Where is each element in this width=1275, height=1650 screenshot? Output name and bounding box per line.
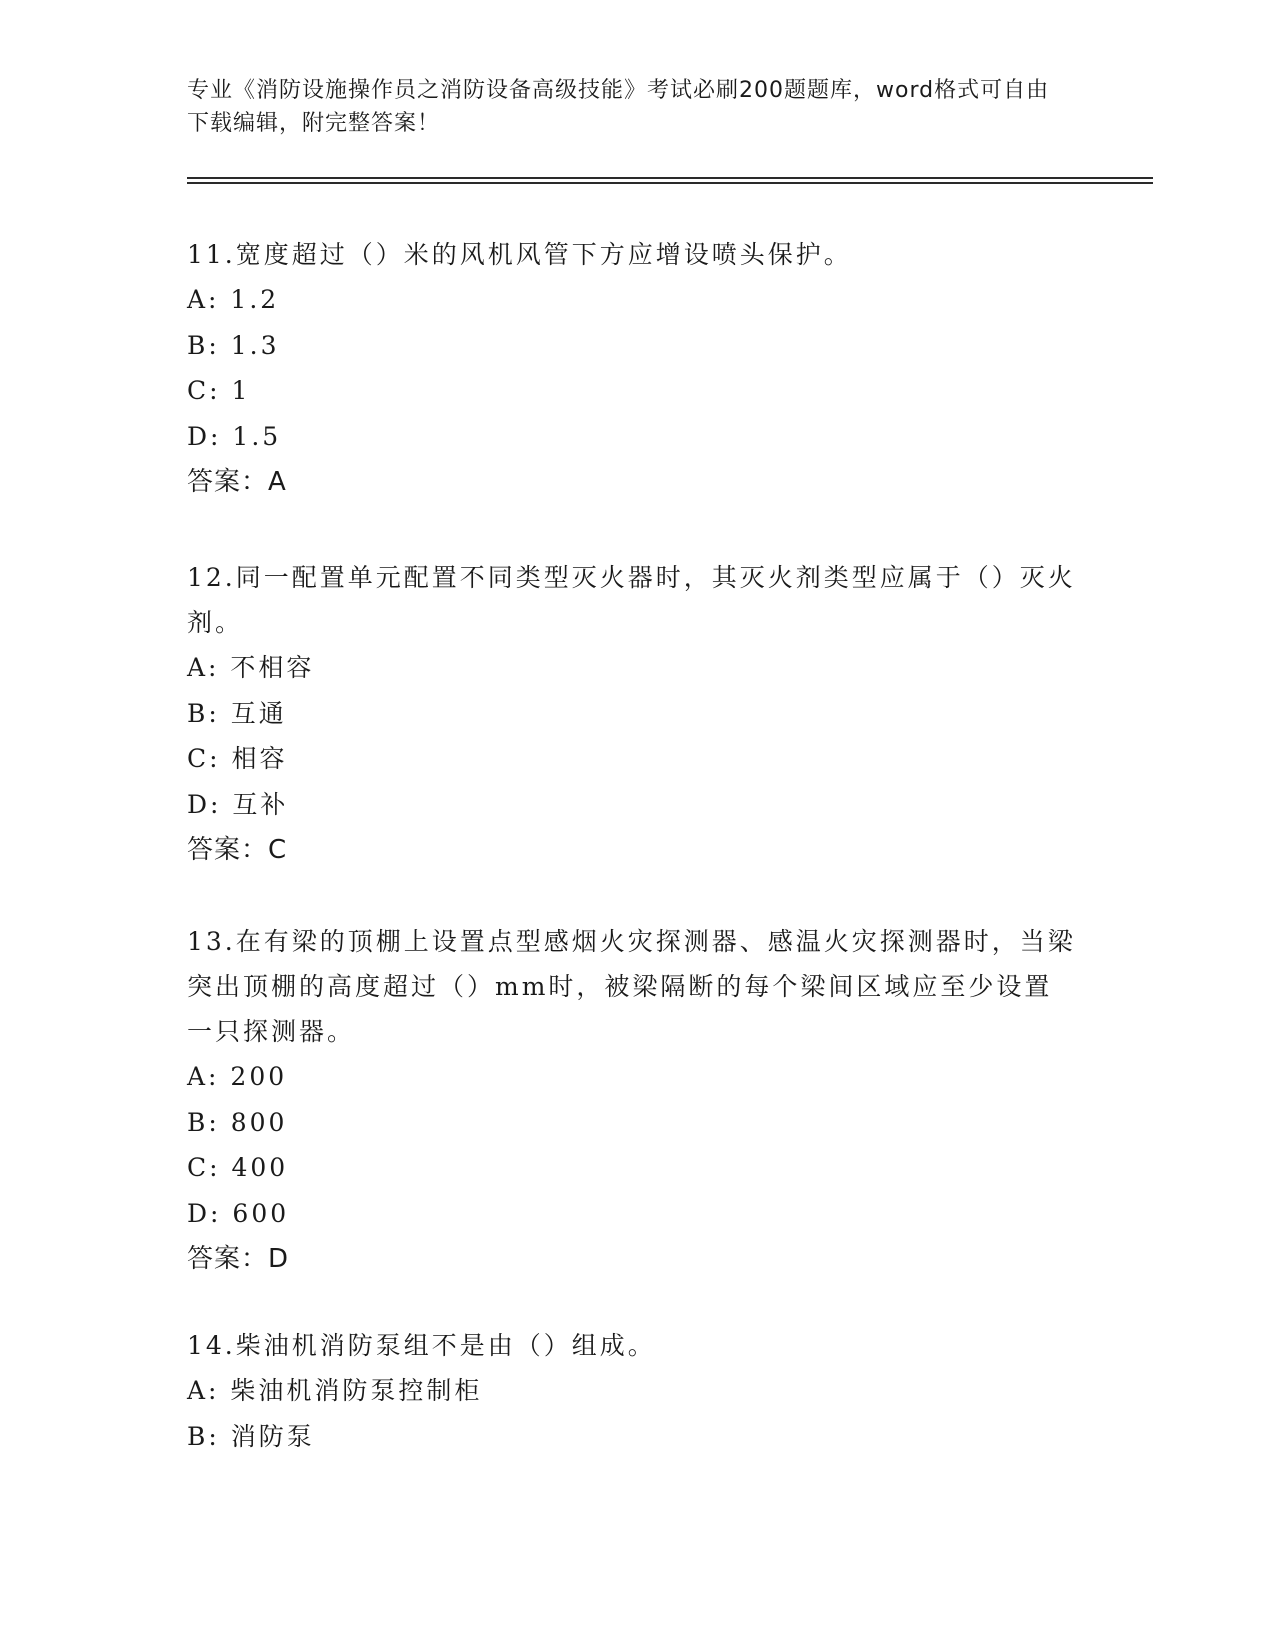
option-a: A: 柴油机消防泵控制柜	[187, 1376, 483, 1405]
header-divider-top	[187, 177, 1153, 179]
option-c: C: 400	[187, 1153, 289, 1182]
option-b: B: 1.3	[187, 330, 280, 360]
question-stem: 14.柴油机消防泵组不是由（）组成。	[187, 1331, 656, 1360]
question-stem: 12.同一配置单元配置不同类型灭火器时，其灭火剂类型应属于（）灭火剂。	[187, 563, 1076, 637]
question-11	[187, 232, 1077, 505]
document-intro: 专业《消防设施操作员之消防设备高级技能》考试必刷200题题库，word格式可自由下载编辑，附完整答案！	[187, 78, 1050, 136]
option-d: D: 互补	[187, 789, 289, 819]
question-12	[187, 555, 1077, 873]
question-stem: 11.宽度超过（）米的风机风管下方应增设喷头保护。	[187, 240, 852, 269]
option-b: B: 800	[187, 1107, 288, 1137]
question-14	[187, 1323, 1077, 1459]
option-a: A: 200	[187, 1062, 288, 1091]
option-b: B: 互通	[187, 698, 287, 728]
answer-line: 答案：D	[187, 1244, 290, 1274]
question-stem: 13.在有梁的顶棚上设置点型感烟火灾探测器、感温火灾探测器时，当梁突出顶棚的高度超过（）mm时，被梁隔断的每个梁间区域应至少设置一只探测器。	[187, 927, 1076, 1046]
answer-line: 答案：A	[187, 467, 287, 497]
question-13	[187, 919, 1077, 1282]
option-a: A: 不相容	[187, 653, 315, 682]
header-divider-bottom	[187, 182, 1153, 184]
answer-line: 答案：C	[187, 835, 288, 865]
option-c: C: 相容	[187, 744, 288, 773]
option-c: C: 1	[187, 376, 251, 405]
option-d: D: 600	[187, 1198, 290, 1228]
option-b: B: 消防泵	[187, 1421, 315, 1451]
option-a: A: 1.2	[187, 285, 280, 314]
option-d: D: 1.5	[187, 421, 282, 451]
